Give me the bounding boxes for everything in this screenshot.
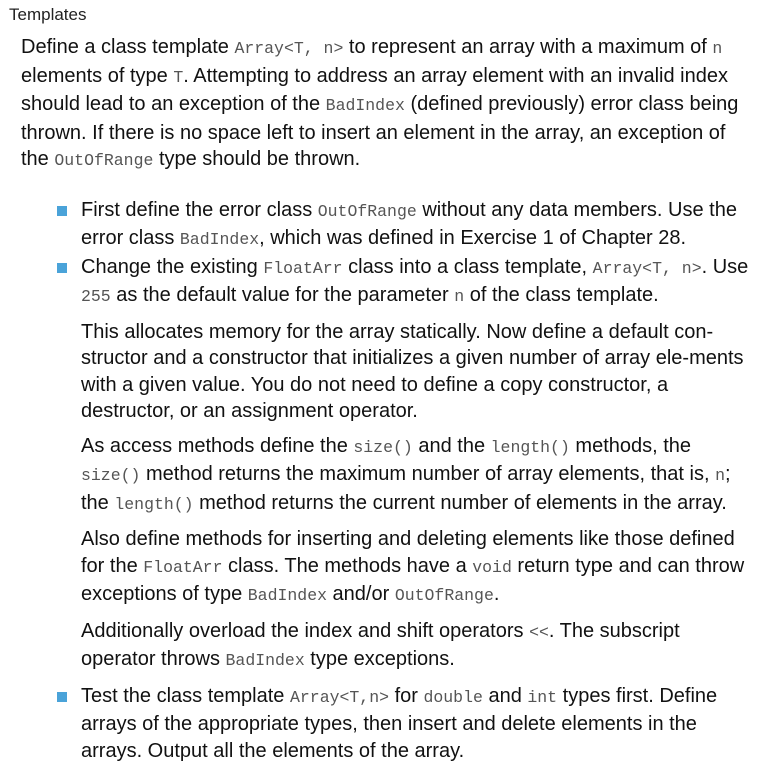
sub-paragraph: As access methods define the size() and the length() methods, the size() method returns the maximum number of array elements, that is, n; the length() method returns the current number of elements in the array. (81, 434, 731, 514)
page-header: Templates (9, 5, 87, 24)
document-body (21, 34, 751, 764)
list-item: First define the error class OutOfRange without any data members. Use the error class BadIndex, which was defined in Exercise 1 of Chapter 28. (21, 197, 751, 254)
list-item: Test the class template Array<T,n> for double and int types first. Define arrays of the appropriate types, then insert and delete elements in the arrays. Output all the elements of the array. (21, 683, 751, 765)
sub-paragraph: Additionally overload the index and shift operators <<. The subscript operator throws BadIndex type exceptions. (81, 619, 680, 670)
square-bullet-icon (57, 263, 67, 273)
sub-paragraph: Also define methods for inserting and deleting elements like those defined for the FloatArr class. The methods have a void return type and can throw exceptions of type BadIndex and/or OutOfRange. (81, 528, 745, 605)
sub-paragraph: This allocates memory for the array statically. Now define a default con-structor and a constructor that initializes a given number of array ele-ments with a given value. You do not need to define a copy constructor, a destructor, or an assignment operator. (81, 320, 744, 422)
list-item: Change the existing FloatArr class into a class template, Array<T, n>. Use 255 as the default value for the parameter n of the class template. This allocates memory for the array statically. Now define a default con-structor and a constructor that initializes a given number of array ele-ments with a given value. You do not need to define a copy constructor, a destructor, or an assignment operator. As access methods define the size() and the length() methods, the size() method returns the maximum number of array elements, that is, n; the length() method returns the current number of elements in the array. Also define methods for inserting and deleting elements like those defined for the FloatArr class. The methods have a void return type and can throw exceptions of type BadIndex and/or OutOfRange. Additionally overload the index and shift operators <<. The subscript operator throws BadIndex type exceptions. (21, 254, 751, 675)
exercise-list (21, 197, 751, 765)
square-bullet-icon (57, 692, 67, 702)
intro-paragraph: Define a class template Array<T, n> to represent an array with a maximum of n elements of type T. Attempting to address an array element with an invalid index should lead to an exception of the BadIndex (defined previously) error class being thrown. If there is no space left to insert an element in the array, an exception of the OutOfRange type should be thrown. (21, 36, 739, 170)
square-bullet-icon (57, 206, 67, 216)
